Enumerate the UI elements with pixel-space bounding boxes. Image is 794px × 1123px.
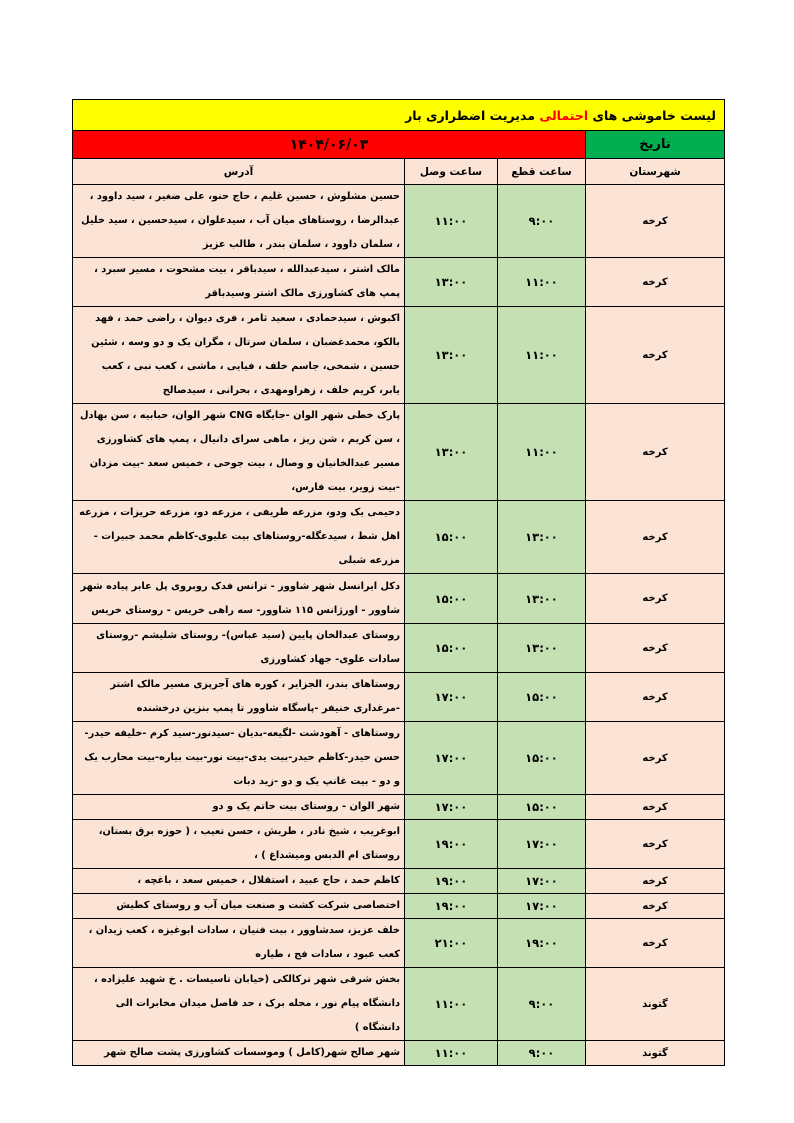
column-header-cut-time: ساعت قطع xyxy=(498,159,586,185)
blackout-sheet xyxy=(72,99,724,1066)
row-connect-time: ۱۱:۰۰ xyxy=(405,185,498,258)
date-value: ۱۴۰۴/۰۶/۰۳ xyxy=(73,131,586,159)
row-cut-time: ۱۳:۰۰ xyxy=(498,574,586,624)
row-city: کرخه xyxy=(586,673,725,722)
row-address: پارک خطی شهر الوان -جایگاه CNG شهر الوان، حبابیه ، سن بهادل ، سن کریم ، شن ریز ، ماهی سرای دانیال ، پمپ های کشاورزی مسیر عبدالخانیان و وصال ، بیت جوحی ، خمیس سعد -بیت مزدان -بیت زویر، بیت فارس، xyxy=(73,404,405,501)
row-address: روستاهای - آهودشت -لگیعه-بدیان -سیدنور-سید کرم -خلیفه حیدر-حسن حیدر-کاظم حیدر-بیت یدی-بیت نور-بیت بیاره-بیت محارب یک و دو - بیت غانپ یک و دو -زید دبات xyxy=(73,722,405,795)
row-cut-time: ۱۱:۰۰ xyxy=(498,307,586,404)
row-city: کرخه xyxy=(586,185,725,258)
row-city: کرخه xyxy=(586,501,725,574)
row-connect-time: ۱۷:۰۰ xyxy=(405,795,498,820)
row-cut-time: ۱۷:۰۰ xyxy=(498,869,586,894)
row-city: کرخه xyxy=(586,624,725,673)
row-address: خلف عزیز، سدشاوور ، بیت فنیان ، سادات ابوغیزه ، کعب زیدان ، کعب عبود ، سادات فج ، طیاره xyxy=(73,919,405,968)
row-cut-time: ۹:۰۰ xyxy=(498,968,586,1041)
row-connect-time: ۱۳:۰۰ xyxy=(405,258,498,307)
column-header-address: آدرس xyxy=(73,159,405,185)
table-body xyxy=(73,185,725,1066)
row-city: کرخه xyxy=(586,404,725,501)
row-city: کرخه xyxy=(586,258,725,307)
row-cut-time: ۱۱:۰۰ xyxy=(498,258,586,307)
blackout-table xyxy=(72,99,725,1066)
column-header-row xyxy=(73,159,725,185)
row-cut-time: ۱۵:۰۰ xyxy=(498,673,586,722)
row-connect-time: ۲۱:۰۰ xyxy=(405,919,498,968)
row-city: کرخه xyxy=(586,919,725,968)
row-connect-time: ۱۱:۰۰ xyxy=(405,968,498,1041)
table-row xyxy=(73,307,725,404)
row-address: ابوغریب ، شیخ نادر ، طریش ، حسن تعیب ، ( حوزه برق بستان، روستای ام الدبس ومیشداغ ) ، xyxy=(73,820,405,869)
row-cut-time: ۱۷:۰۰ xyxy=(498,894,586,919)
title-row xyxy=(73,100,725,131)
row-city: کرخه xyxy=(586,869,725,894)
table-row xyxy=(73,722,725,795)
row-address: کاظم حمد ، حاج عبید ، استقلال ، خمیس سعد ، باغچه ، xyxy=(73,869,405,894)
row-address: دحیمی یک ودو، مزرعه طریفی ، مزرعه دو، مزرعه حریزات ، مزرعه اهل شط ، سیدعگله-روستاهای بیت علیوی-کاظم محمد جبیرات - مزرعه شبلی xyxy=(73,501,405,574)
row-address: دکل ایرانسل شهر شاوور - ترانس فدک روبروی پل عابر پیاده شهر شاوور - اورژانس ۱۱۵ شاوور- سه راهی خریس - روستای خریس xyxy=(73,574,405,624)
row-connect-time: ۱۳:۰۰ xyxy=(405,307,498,404)
row-city: گتوند xyxy=(586,1041,725,1066)
row-connect-time: ۱۱:۰۰ xyxy=(405,1041,498,1066)
title-part2: مدیریت اضطراری بار xyxy=(405,107,535,123)
row-city: کرخه xyxy=(586,820,725,869)
row-connect-time: ۱۵:۰۰ xyxy=(405,574,498,624)
row-address: شهر صالح شهر(کامل ) وموسسات کشاورزی پشت صالح شهر xyxy=(73,1041,405,1066)
table-row xyxy=(73,258,725,307)
table-row xyxy=(73,404,725,501)
row-connect-time: ۱۵:۰۰ xyxy=(405,624,498,673)
row-address: اختصاصی شرکت کشت و صنعت میان آب و روستای کطیش xyxy=(73,894,405,919)
title-highlight: احتمالی xyxy=(539,107,589,123)
date-label: تاریخ xyxy=(586,131,725,159)
table-row xyxy=(73,501,725,574)
row-cut-time: ۱۳:۰۰ xyxy=(498,624,586,673)
table-row xyxy=(73,820,725,869)
row-city: کرخه xyxy=(586,307,725,404)
row-connect-time: ۱۹:۰۰ xyxy=(405,894,498,919)
table-row xyxy=(73,919,725,968)
row-city: کرخه xyxy=(586,894,725,919)
row-address: حسین مشلوش ، حسین غلیم ، حاج حنو، علی ضغیر ، سید داوود ، عبدالرضا ، روستاهای میان آب ، سیدعلوان ، سیدحسین ، سید خلیل ، سلمان داوود ، سلمان بندر ، طالب عزیز xyxy=(73,185,405,258)
table-row xyxy=(73,185,725,258)
table-row xyxy=(73,869,725,894)
row-address: روستای عبدالخان پایین (سید عباس)- روستای شلیشم -روستای سادات علوی- جهاد کشاورزی xyxy=(73,624,405,673)
date-row xyxy=(73,131,725,159)
table-row xyxy=(73,624,725,673)
row-city: کرخه xyxy=(586,795,725,820)
table-row xyxy=(73,968,725,1041)
title-part1: لیست خاموشی های xyxy=(592,107,716,123)
row-cut-time: ۱۵:۰۰ xyxy=(498,795,586,820)
row-address: روستاهای بندر، الجزایر ، کوره های آجرپزی مسیر مالک اشتر -مرغداری خنیفر -پاسگاه شاوور تا پمپ بنزین درخشنده xyxy=(73,673,405,722)
row-connect-time: ۱۵:۰۰ xyxy=(405,501,498,574)
column-header-city: شهرستان xyxy=(586,159,725,185)
row-cut-time: ۱۹:۰۰ xyxy=(498,919,586,968)
row-address: شهر الوان - روستای بیت حاتم یک و دو xyxy=(73,795,405,820)
row-address: مالک اشتر ، سیدعبدالله ، سیدباقر ، بیت مشحوت ، مسیر سبرد ، پمپ های کشاورزی مالک اشتر وسیدباقر xyxy=(73,258,405,307)
row-city: کرخه xyxy=(586,574,725,624)
row-cut-time: ۹:۰۰ xyxy=(498,185,586,258)
row-cut-time: ۱۱:۰۰ xyxy=(498,404,586,501)
row-cut-time: ۹:۰۰ xyxy=(498,1041,586,1066)
table-row xyxy=(73,1041,725,1066)
row-address: بخش شرقی شهر ترکالکی (خیابان تاسیسات . خ شهید علیزاده ، دانشگاه پیام نور ، محله برک ، حد فاصل میدان مخابرات الی دانشگاه ) xyxy=(73,968,405,1041)
table-row xyxy=(73,673,725,722)
table-row xyxy=(73,574,725,624)
row-city: کرخه xyxy=(586,722,725,795)
row-cut-time: ۱۵:۰۰ xyxy=(498,722,586,795)
column-header-connect-time: ساعت وصل xyxy=(405,159,498,185)
row-cut-time: ۱۷:۰۰ xyxy=(498,820,586,869)
row-connect-time: ۱۹:۰۰ xyxy=(405,869,498,894)
row-address: اکبوش ، سیدحمادی ، سعید ثامر ، فری دیوان ، راضی حمد ، فهد بالکو، محمدغضبان ، سلمان سرتال ، مگران یک و دو وسه ، شئین حسین ، شمخی، جاسم خلف ، فیایی ، ماشی ، کعب نبی ، کعب یابر، کریم خلف ، زهراومهدی ، بحرانی ، سیدصالح xyxy=(73,307,405,404)
row-city: گتوند xyxy=(586,968,725,1041)
table-row xyxy=(73,894,725,919)
row-cut-time: ۱۳:۰۰ xyxy=(498,501,586,574)
page-title xyxy=(73,100,725,131)
row-connect-time: ۱۷:۰۰ xyxy=(405,673,498,722)
table-row xyxy=(73,795,725,820)
row-connect-time: ۱۹:۰۰ xyxy=(405,820,498,869)
row-connect-time: ۱۷:۰۰ xyxy=(405,722,498,795)
row-connect-time: ۱۳:۰۰ xyxy=(405,404,498,501)
